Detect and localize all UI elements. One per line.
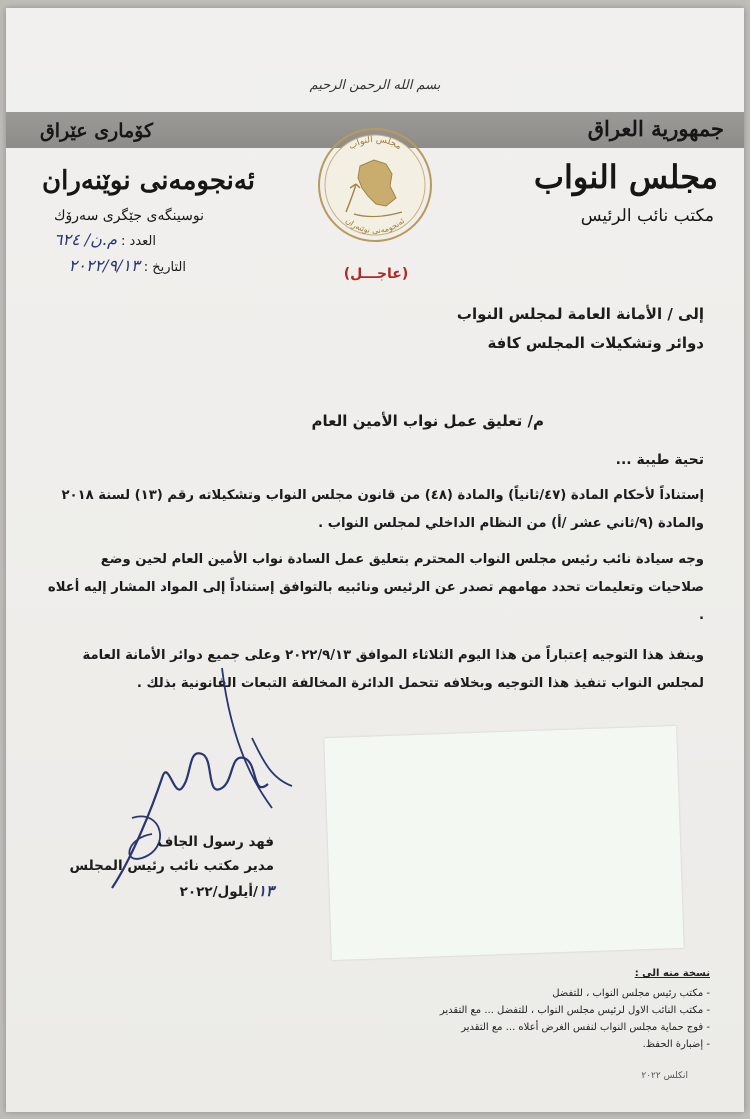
council-emblem-icon <box>316 126 434 244</box>
redaction-box <box>324 726 684 960</box>
subject-line: م/ تعليق عمل نواب الأمين العام <box>311 412 544 430</box>
copies-list <box>440 968 710 1053</box>
urgent-stamp: (عاجـــل) <box>343 266 409 282</box>
bismillah: بسم الله الرحمن الرحيم <box>309 78 441 93</box>
signatory-date-day: ١٣ <box>257 882 274 900</box>
reference-number <box>26 230 156 249</box>
kurdish-office-title: نوسینگەی جێگری سەرۆك <box>54 208 204 224</box>
copy-item: - إضبارة الحفظ. <box>642 1039 710 1050</box>
copy-item: - مكتب النائب الاول لرئيس مجلس النواب ، للتفضل ... مع التقدير <box>439 1005 710 1016</box>
urgent-stamp-text: عاجـــل <box>350 266 402 282</box>
paragraph-directive: وجه سيادة نائب رئيس مجلس النواب المحترم بتعليق عمل السادة نواب الأمين العام لحين وضع صلاحيات وتعليمات تحدد مهامهم تصدر عن الرئيس ونائبيه بالتوافق إستناداً إلى المواد المشار إليه أعلاه . <box>47 552 704 623</box>
greeting: تحية طيبة ... <box>615 452 704 468</box>
kurdish-council-title: ئەنجومەنی نوێنەران <box>42 166 256 196</box>
signatory-date-rest: /أيلول/٢٠٢٢ <box>179 884 258 900</box>
copy-item: - مكتب رئيس مجلس النواب ، للتفضل <box>552 988 710 999</box>
emblem-text-top: مجلس النواب <box>347 134 403 153</box>
recipient-line-2: دوائر وتشكيلات المجلس كافة <box>487 334 704 352</box>
copies-title: نسخة منه الى : <box>634 968 710 979</box>
document-page <box>6 8 744 1112</box>
paragraph-legal-basis: إستناداً لأحكام المادة (٤٧/ثانياً) والمادة (٤٨) من قانون مجلس النواب وتشكيلاته رقم (١٣) لسنة ٢٠١٨ والمادة (٩/ثاني عشر /أ) من النظام الداخلي لمجلس النواب . <box>61 488 704 531</box>
council-title: مجلس النواب <box>533 158 718 196</box>
paragraph-enforcement: وينفذ هذا التوجيه إعتباراً من هذا اليوم الثلاثاء الموافق ٢٠٢٢/٩/١٣ وعلى جميع دوائر الأمانة العامة لمجلس النواب تنفيذ هذا التوجيه وبخلافه تتحمل الدائرة المخالفة التبعات القانونية بذلك . <box>82 648 704 691</box>
signatory-name: فهد رسول الجاف <box>157 834 274 850</box>
footer-mark: انكلس ٢٠٢٢ <box>641 1071 688 1081</box>
number-label: العدد : <box>121 234 156 249</box>
handwritten-signature <box>102 658 322 918</box>
number-value: م.ن/ ٦٢٤ <box>53 230 117 249</box>
emblem-text-bottom: ئەنجومەنی نوێنەران <box>343 216 407 236</box>
signatory-date <box>180 882 274 900</box>
republic-title: جمهورية العراق <box>587 116 724 141</box>
date-value: ٢٠٢٢/٩/١٣ <box>68 256 140 275</box>
document-date <box>26 256 186 275</box>
signatory-title: مدير مكتب نائب رئيس المجلس <box>69 858 274 874</box>
office-title: مكتب نائب الرئيس <box>580 206 714 226</box>
date-label: التاريخ : <box>143 260 186 275</box>
copy-item: - فوج حماية مجلس النواب لنفس الغرض أعلاه ... مع التقدير <box>461 1022 710 1033</box>
kurdish-country-title: كۆماری عێراق <box>40 120 154 142</box>
recipient-line-1: إلى / الأمانة العامة لمجلس النواب <box>456 305 704 323</box>
